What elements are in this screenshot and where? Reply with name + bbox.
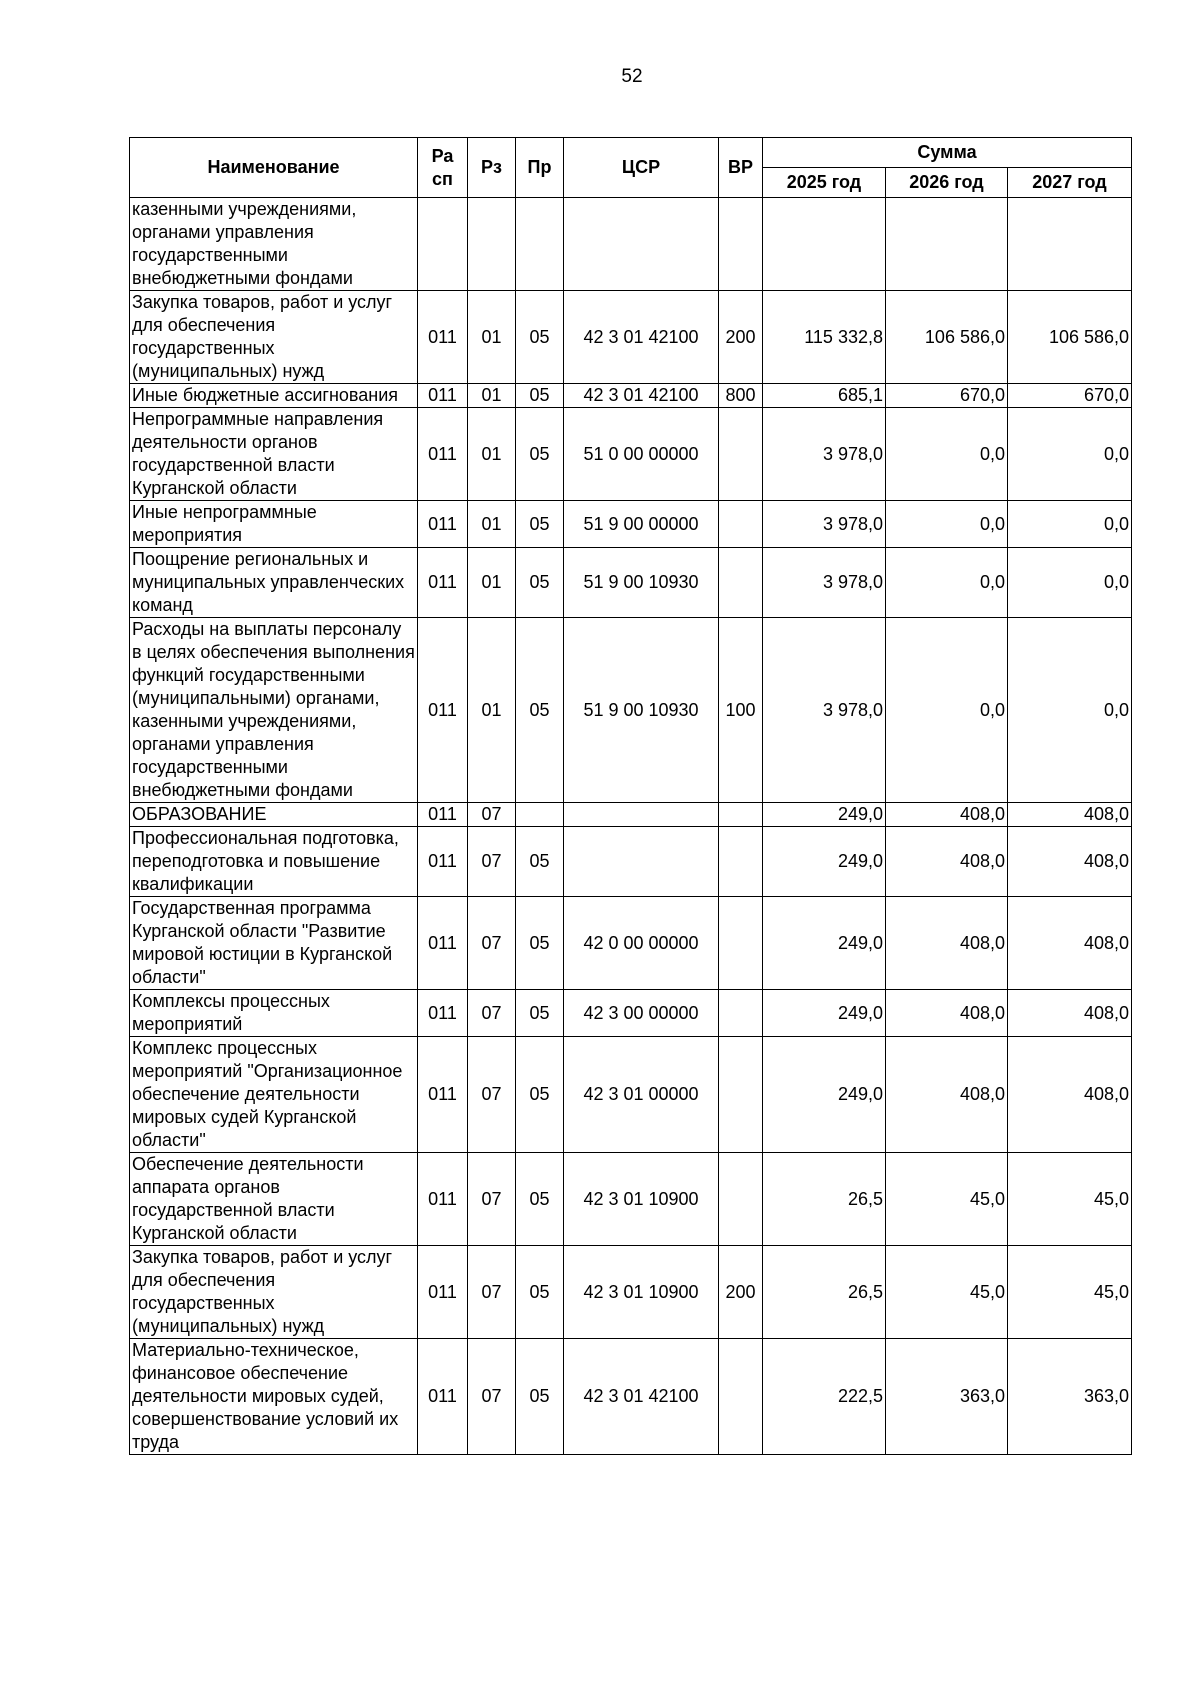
cell-2025: 3 978,0 [763, 408, 886, 501]
cell-name: Поощрение региональных и муниципальных управленческих команд [130, 548, 418, 618]
cell-rasp: 011 [418, 897, 468, 990]
header-rasp: Ра сп [418, 138, 468, 198]
table-row [130, 198, 1132, 291]
cell-pr: 05 [516, 1246, 564, 1339]
table-row [130, 408, 1132, 501]
header-sum: Сумма [763, 138, 1132, 168]
cell-vr [719, 827, 763, 897]
cell-rasp: 011 [418, 1153, 468, 1246]
cell-rz: 07 [468, 1246, 516, 1339]
cell-2027: 408,0 [1008, 827, 1132, 897]
cell-name: ОБРАЗОВАНИЕ [130, 803, 418, 827]
cell-2027: 408,0 [1008, 990, 1132, 1037]
cell-2025: 249,0 [763, 990, 886, 1037]
cell-rz: 01 [468, 384, 516, 408]
table-row [130, 990, 1132, 1037]
cell-csr [564, 198, 719, 291]
cell-csr: 51 9 00 10930 [564, 548, 719, 618]
cell-rasp: 011 [418, 501, 468, 548]
cell-rasp: 011 [418, 1037, 468, 1153]
cell-2027: 408,0 [1008, 897, 1132, 990]
cell-vr [719, 897, 763, 990]
cell-2027: 0,0 [1008, 548, 1132, 618]
cell-vr [719, 990, 763, 1037]
cell-rasp [418, 198, 468, 291]
table-row [130, 1037, 1132, 1153]
cell-rz: 07 [468, 803, 516, 827]
cell-name: Комплекс процессных мероприятий "Организационное обеспечение деятельности мировых судей Курганской области" [130, 1037, 418, 1153]
cell-vr [719, 1037, 763, 1153]
cell-csr: 51 0 00 00000 [564, 408, 719, 501]
cell-2027: 363,0 [1008, 1339, 1132, 1455]
table-row [130, 384, 1132, 408]
cell-pr [516, 803, 564, 827]
cell-csr [564, 803, 719, 827]
cell-2026: 408,0 [886, 990, 1008, 1037]
cell-rz: 01 [468, 501, 516, 548]
cell-name: Обеспечение деятельности аппарата органов государственной власти Курганской области [130, 1153, 418, 1246]
cell-rz: 07 [468, 1153, 516, 1246]
cell-2026: 0,0 [886, 618, 1008, 803]
header-row [130, 138, 1132, 168]
cell-2025: 685,1 [763, 384, 886, 408]
table-row [130, 803, 1132, 827]
cell-rz [468, 198, 516, 291]
cell-2027: 45,0 [1008, 1153, 1132, 1246]
cell-pr: 05 [516, 990, 564, 1037]
cell-2025 [763, 198, 886, 291]
cell-2027: 0,0 [1008, 618, 1132, 803]
cell-rasp: 011 [418, 548, 468, 618]
cell-2026: 363,0 [886, 1339, 1008, 1455]
cell-csr: 42 3 01 10900 [564, 1153, 719, 1246]
cell-rz: 07 [468, 827, 516, 897]
cell-name: казенными учреждениями, органами управления государственными внебюджетными фондами [130, 198, 418, 291]
table-row [130, 548, 1132, 618]
table-row [130, 618, 1132, 803]
cell-2025: 3 978,0 [763, 548, 886, 618]
cell-name: Государственная программа Курганской области "Развитие мировой юстиции в Курганской области" [130, 897, 418, 990]
cell-csr: 51 9 00 00000 [564, 501, 719, 548]
cell-rz: 01 [468, 548, 516, 618]
cell-2027: 408,0 [1008, 1037, 1132, 1153]
cell-2027: 408,0 [1008, 803, 1132, 827]
cell-rz: 07 [468, 1037, 516, 1153]
cell-rz: 07 [468, 990, 516, 1037]
cell-2026: 408,0 [886, 827, 1008, 897]
cell-vr [719, 548, 763, 618]
cell-2025: 249,0 [763, 827, 886, 897]
cell-name: Профессиональная подготовка, переподготовка и повышение квалификации [130, 827, 418, 897]
cell-csr [564, 827, 719, 897]
cell-2025: 3 978,0 [763, 501, 886, 548]
cell-vr [719, 198, 763, 291]
cell-2025: 3 978,0 [763, 618, 886, 803]
cell-2026: 408,0 [886, 897, 1008, 990]
header-csr: ЦСР [564, 138, 719, 198]
cell-2025: 115 332,8 [763, 291, 886, 384]
cell-2025: 26,5 [763, 1153, 886, 1246]
cell-name: Закупка товаров, работ и услуг для обеспечения государственных (муниципальных) нужд [130, 1246, 418, 1339]
cell-2025: 26,5 [763, 1246, 886, 1339]
cell-pr: 05 [516, 408, 564, 501]
cell-rz: 01 [468, 408, 516, 501]
cell-2027: 670,0 [1008, 384, 1132, 408]
cell-2027 [1008, 198, 1132, 291]
header-pr: Пр [516, 138, 564, 198]
cell-rz: 01 [468, 618, 516, 803]
header-year-2027: 2027 год [1008, 168, 1132, 198]
cell-name: Иные непрограммные мероприятия [130, 501, 418, 548]
header-year-2026: 2026 год [886, 168, 1008, 198]
cell-name: Закупка товаров, работ и услуг для обеспечения государственных (муниципальных) нужд [130, 291, 418, 384]
cell-vr [719, 803, 763, 827]
cell-name: Комплексы процессных мероприятий [130, 990, 418, 1037]
header-year-2025: 2025 год [763, 168, 886, 198]
cell-rasp: 011 [418, 990, 468, 1037]
cell-name: Иные бюджетные ассигнования [130, 384, 418, 408]
table-row [130, 291, 1132, 384]
table-row [130, 897, 1132, 990]
cell-pr: 05 [516, 1037, 564, 1153]
cell-rasp: 011 [418, 384, 468, 408]
cell-rasp: 011 [418, 827, 468, 897]
cell-vr: 800 [719, 384, 763, 408]
cell-rasp: 011 [418, 803, 468, 827]
table-row [130, 1153, 1132, 1246]
header-name: Наименование [130, 138, 418, 198]
cell-pr: 05 [516, 548, 564, 618]
cell-name: Материально-техническое, финансовое обеспечение деятельности мировых судей, совершенствование условий их труда [130, 1339, 418, 1455]
table-body [130, 198, 1132, 1455]
cell-2026: 408,0 [886, 803, 1008, 827]
cell-pr [516, 198, 564, 291]
cell-rz: 07 [468, 897, 516, 990]
cell-vr: 200 [719, 1246, 763, 1339]
cell-2026: 0,0 [886, 548, 1008, 618]
cell-vr: 200 [719, 291, 763, 384]
cell-pr: 05 [516, 1339, 564, 1455]
cell-pr: 05 [516, 827, 564, 897]
cell-pr: 05 [516, 1153, 564, 1246]
cell-2027: 0,0 [1008, 501, 1132, 548]
table-row [130, 501, 1132, 548]
cell-vr [719, 1339, 763, 1455]
cell-2025: 249,0 [763, 897, 886, 990]
cell-vr [719, 501, 763, 548]
cell-2026 [886, 198, 1008, 291]
cell-csr: 42 3 01 00000 [564, 1037, 719, 1153]
cell-pr: 05 [516, 897, 564, 990]
cell-2027: 106 586,0 [1008, 291, 1132, 384]
cell-rasp: 011 [418, 1246, 468, 1339]
cell-rasp: 011 [418, 291, 468, 384]
cell-2025: 249,0 [763, 1037, 886, 1153]
cell-vr [719, 408, 763, 501]
cell-csr: 42 3 00 00000 [564, 990, 719, 1037]
cell-2026: 0,0 [886, 408, 1008, 501]
cell-2026: 45,0 [886, 1153, 1008, 1246]
cell-pr: 05 [516, 291, 564, 384]
cell-rasp: 011 [418, 408, 468, 501]
cell-2025: 222,5 [763, 1339, 886, 1455]
cell-vr [719, 1153, 763, 1246]
cell-2026: 408,0 [886, 1037, 1008, 1153]
header-vr: ВР [719, 138, 763, 198]
cell-name: Непрограммные направления деятельности органов государственной власти Курганской области [130, 408, 418, 501]
cell-csr: 42 3 01 42100 [564, 1339, 719, 1455]
table-row [130, 827, 1132, 897]
header-rz: Рз [468, 138, 516, 198]
cell-2026: 106 586,0 [886, 291, 1008, 384]
cell-rz: 01 [468, 291, 516, 384]
cell-rasp: 011 [418, 618, 468, 803]
cell-2026: 670,0 [886, 384, 1008, 408]
cell-2027: 45,0 [1008, 1246, 1132, 1339]
cell-rz: 07 [468, 1339, 516, 1455]
budget-table [129, 137, 1132, 1455]
cell-csr: 42 3 01 10900 [564, 1246, 719, 1339]
cell-name: Расходы на выплаты персоналу в целях обеспечения выполнения функций государственными (муниципальными) органами, казенными учреждениями, органами управления государственными внебюджетными фондами [130, 618, 418, 803]
cell-pr: 05 [516, 384, 564, 408]
cell-csr: 42 3 01 42100 [564, 384, 719, 408]
cell-2026: 45,0 [886, 1246, 1008, 1339]
cell-pr: 05 [516, 618, 564, 803]
table-row [130, 1339, 1132, 1455]
cell-csr: 42 3 01 42100 [564, 291, 719, 384]
cell-vr: 100 [719, 618, 763, 803]
cell-2025: 249,0 [763, 803, 886, 827]
cell-pr: 05 [516, 501, 564, 548]
page-number: 52 [621, 66, 643, 87]
table-row [130, 1246, 1132, 1339]
cell-2026: 0,0 [886, 501, 1008, 548]
cell-2027: 0,0 [1008, 408, 1132, 501]
cell-csr: 51 9 00 10930 [564, 618, 719, 803]
cell-rasp: 011 [418, 1339, 468, 1455]
cell-csr: 42 0 00 00000 [564, 897, 719, 990]
